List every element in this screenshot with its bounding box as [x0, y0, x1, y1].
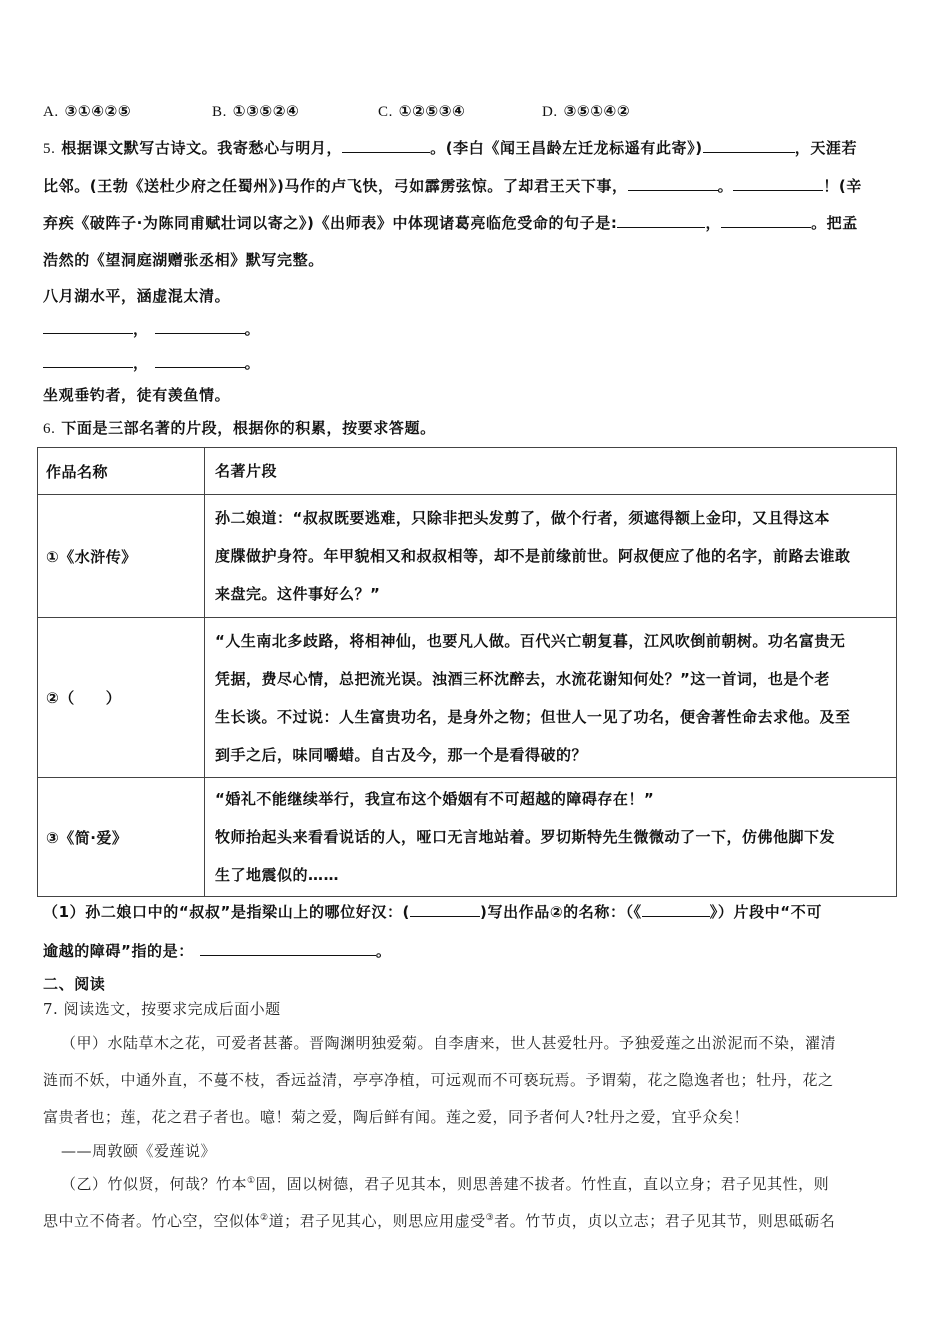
answer-blank[interactable] — [342, 138, 430, 153]
option-b: B. ①③⑤②④ — [212, 102, 300, 120]
poem-first-line: 八月湖水平，涵虚混太清。 — [43, 287, 231, 305]
footnote-mark: ③ — [485, 1213, 495, 1223]
table-row — [38, 778, 897, 897]
excerpt: “婚礼不能继续举行，我宣布这个婚姻有不可超越的障碍存在！” 牧师抬起头来看看说话的人，哑口无言地站着。罗切斯特先生微微动了一下，仿佛他脚下发 生了地震似的…… — [205, 778, 897, 897]
option-b-value: ①③⑤②④ — [232, 102, 300, 120]
answer-blank[interactable] — [200, 941, 376, 956]
header-work-name: 作品名称 — [38, 448, 205, 495]
table-row — [38, 495, 897, 618]
table-header-row — [38, 448, 897, 495]
option-a: A. ③①④②⑤ — [43, 102, 132, 120]
answer-blank[interactable] — [43, 319, 133, 334]
section-title-reading: 二、阅读 — [43, 975, 106, 993]
table-row — [38, 618, 897, 778]
option-d-value: ③⑤①④② — [563, 102, 631, 120]
answer-blank[interactable] — [733, 176, 823, 191]
excerpt: “人生南北多歧路，将相神仙，也要凡人做。百代兴亡朝复暮，江风吹倒前朝树。功名富贵无 凭据，费尽心情，总把流光误。浊酒三杯沈醉去，水流花谢知何处？”这一首词，也是个老 生长谈。不过说：人生富贵功名，是身外之物；但世人一见了功名，便舍著性命去求他。及至 到手之后，味同嚼蜡。自古及今，那一个是看得破的？ — [205, 618, 897, 778]
q6-sub-1-line-2: 逾越的障碍”指的是： 。 — [43, 942, 392, 960]
answer-blank[interactable] — [43, 353, 133, 368]
footnote-mark: ② — [260, 1213, 269, 1223]
q7-prompt: 7. 阅读选文，按要求完成后面小题 — [43, 1000, 281, 1018]
poem-blank-line-1: ， 。 — [43, 318, 260, 339]
answer-blank[interactable] — [155, 353, 245, 368]
answer-blank[interactable] — [642, 902, 710, 917]
q5-line-3: 弃疾《破阵子·为陈同甫赋壮词以寄之》)《出师表》中体现诸葛亮临危受命的句子是: ， 。把孟 — [43, 214, 858, 232]
footnote-mark: ① — [247, 1176, 256, 1186]
poem-last-line: 坐观垂钓者，徒有羡鱼情。 — [43, 386, 231, 404]
answer-blank[interactable] — [703, 138, 795, 153]
answer-blank[interactable] — [155, 319, 245, 334]
answer-blank[interactable] — [617, 213, 705, 228]
works-table — [37, 447, 897, 897]
header-excerpt: 名著片段 — [205, 448, 897, 495]
answer-blank[interactable] — [410, 902, 480, 917]
excerpt: 孙二娘道：“叔叔既要逃难，只除非把头发剪了，做个行者，须遮得额上金印，又且得这本 度牒做护身符。年甲貌相又和叔叔相等，却不是前缘前世。阿叔便应了他的名字，前路去谁敢 来盘完。这件事好么？” — [205, 495, 897, 618]
work-name: ③《简·爱》 — [38, 778, 205, 897]
option-d: D. ③⑤①④② — [542, 102, 631, 120]
q6-sub-1-line-1: （1）孙二娘口中的“叔叔”是指梁山上的哪位好汉：( )写出作品②的名称：（《 》）片段中“不可 — [43, 903, 822, 921]
option-c-value: ①②⑤③④ — [398, 102, 466, 120]
work-name: ②（ ） — [38, 618, 205, 778]
q5-line-2: 比邻。(王勃《送杜少府之任蜀州》)马作的卢飞快，弓如霹雳弦惊。了却君王天下事， 。 ！(辛 — [43, 177, 862, 195]
q5-line-1: 5. 根据课文默写古诗文。我寄愁心与明月， 。(李白《闻王昌龄左迁龙标遥有此寄》) ，天涯若 — [43, 139, 858, 157]
q5-line-4: 浩然的《望洞庭湖赠张丞相》默写完整。 — [43, 251, 324, 269]
passage-source: ——周敦颐《爱莲说》 — [61, 1142, 217, 1160]
answer-blank[interactable] — [628, 176, 718, 191]
option-a-value: ③①④②⑤ — [64, 102, 132, 120]
answer-blank[interactable] — [721, 213, 811, 228]
option-c: C. ①②⑤③④ — [378, 102, 466, 120]
q6-prompt: 6. 下面是三部名著的片段，根据你的积累，按要求答题。 — [43, 419, 436, 437]
poem-blank-line-2: ， 。 — [43, 352, 260, 373]
work-name: ①《水浒传》 — [38, 495, 205, 618]
